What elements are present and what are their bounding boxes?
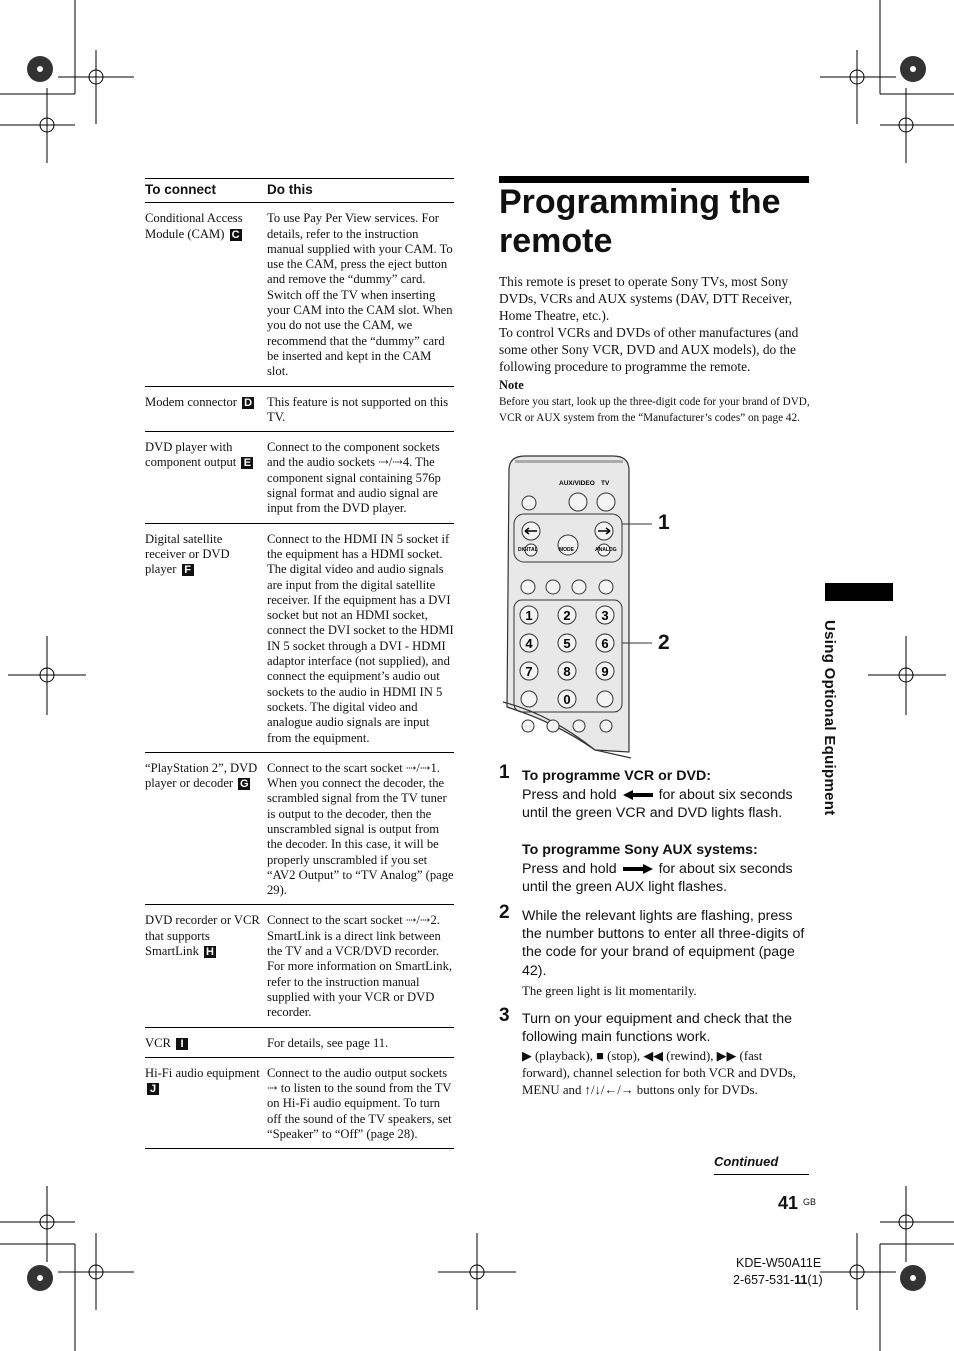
table-header-row — [145, 179, 454, 203]
table-cell-do: For details, see page 11. — [267, 1027, 454, 1057]
connect-label: VCR — [145, 1035, 171, 1050]
code-prefix: 2-657-531- — [733, 1273, 795, 1287]
continued-rule — [714, 1174, 809, 1175]
connect-label: DVD recorder or VCR that supports SmartLink — [145, 913, 260, 959]
connect-label: Digital satellite receiver or DVD player — [145, 531, 230, 577]
table-row — [145, 1027, 454, 1057]
table-cell-do: Connect to the audio output sockets ⇢ to listen to the sound from the TV on Hi-Fi audio equipment. To turn off the sound of the TV speakers, set “Speaker” to “Off” (page 28). — [267, 1057, 454, 1148]
step-1-press-hold: Press and hold — [522, 787, 617, 803]
table-row — [145, 752, 454, 905]
digit-0: 0 — [563, 692, 571, 707]
digit-2: 2 — [563, 608, 571, 623]
table-cell-connect — [145, 905, 267, 1027]
connect-label: “PlayStation 2”, DVD player or decoder — [145, 760, 258, 791]
digit-1: 1 — [525, 608, 533, 623]
table-cell-connect — [145, 1027, 267, 1057]
remote-aux-video-label: AUX/VIDEO — [559, 480, 595, 487]
arrow-left-icon — [621, 789, 655, 801]
document-code — [733, 1273, 823, 1287]
letter-badge: J — [147, 1083, 159, 1095]
header-to-connect: To connect — [145, 179, 267, 203]
step-3-number: 3 — [499, 1005, 510, 1026]
table-cell-do: Connect to the HDMI IN 5 socket if the equipment has a HDMI socket. The digital video and audio signals are input from the digital satellite receiver. If the equipment has a DVI socket but not an HDMI socket, connect the DVI socket to the HDMI IN 5 socket through a DVI - HDMI adaptor interface (not supplied), and connect the equipment’s audio out sockets to the audio in HDMI IN 5 sockets. The digital video and analogue audio signals are input from the equipment. — [267, 523, 454, 752]
continued-label: Continued — [714, 1154, 779, 1169]
digit-3: 3 — [601, 608, 609, 623]
note-heading: Note — [499, 378, 524, 392]
table-cell-connect — [145, 752, 267, 905]
step-3-subtext: ▶ (playback), ■ (stop), ◀◀ (rewind), ▶▶ (fast forward), channel selection for both VCR and DVDs, MENU and ↑/↓/←/→ buttons only for DVDs. — [522, 1049, 796, 1097]
remote-mode-label: MODE — [559, 547, 574, 553]
page-title: Programming the remote — [499, 183, 781, 260]
callout-1: 1 — [658, 511, 670, 534]
step-1-heading-aux — [522, 841, 812, 859]
table-cell-connect — [145, 432, 267, 523]
header-do-this: Do this — [267, 179, 454, 203]
step-1-number: 1 — [499, 762, 510, 783]
section-tab — [825, 583, 893, 601]
step-1-body-aux-text: for about six seconds until the green AUX light flashes. — [522, 861, 793, 896]
section-side-label: Using Optional Equipment — [821, 620, 838, 816]
letter-badge: C — [230, 229, 242, 241]
remote-tv-label: TV — [601, 480, 610, 487]
table-row — [145, 386, 454, 432]
letter-badge: E — [241, 457, 253, 469]
connect-label: Modem connector — [145, 394, 237, 409]
digit-9: 9 — [601, 664, 609, 679]
table-cell-do: This feature is not supported on this TV. — [267, 386, 454, 432]
letter-badge: H — [204, 946, 216, 958]
page-number: 41 — [778, 1193, 799, 1213]
table-row — [145, 1057, 454, 1148]
note-text: Before you start, look up the three-digit code for your brand of DVD, VCR or AUX system from the “Manufacturer’s codes” on page 42. — [499, 396, 810, 424]
digit-7: 7 — [525, 664, 533, 679]
table-cell-connect — [145, 1057, 267, 1148]
table-row — [145, 905, 454, 1027]
arrow-right-icon — [621, 863, 655, 875]
step-1-heading-text: To programme VCR or DVD: — [522, 768, 711, 784]
table-cell-do: Connect to the scart socket ⇢/⇢1. When you connect the decoder, the scrambled signal from the TV tuner is output to the decoder, then the unscrambled signal is output from the decoder. In this case, it will be properly unscrambled if you set “AV2 Output” to “TV Analog” (page 29). — [267, 752, 454, 905]
table-row — [145, 432, 454, 523]
digit-6: 6 — [601, 636, 609, 651]
title-rule — [499, 176, 809, 183]
letter-badge: G — [239, 778, 249, 791]
connect-label: Conditional Access Module (CAM) — [145, 211, 243, 241]
letter-badge: I — [176, 1038, 188, 1050]
callout-2: 2 — [658, 631, 670, 654]
step-3-text: Turn on your equipment and check that the following main functions work. — [522, 1011, 792, 1046]
step-1-press-hold-aux: Press and hold — [522, 861, 617, 877]
digit-5: 5 — [563, 636, 571, 651]
remote-analog-label: ANALOG — [595, 547, 617, 553]
step-2-text: While the relevant lights are flashing, press the number buttons to enter all three-digits of the code for your brand of equipment (page 42). — [522, 908, 805, 979]
table-cell-do: Connect to the component sockets and the audio sockets ⇢/⇢4. The component signal containing 576p signal format and audio signal are input from the DVD player. — [267, 432, 454, 523]
connect-label: Hi-Fi audio equipment — [145, 1065, 260, 1080]
intro-paragraph-2: To control VCRs and DVDs of other manufactures (and some other Sony VCR, DVD and AUX models), do the following procedure to programme the remote. — [499, 325, 799, 374]
table-cell-do: Connect to the scart socket ⇢/⇢2. SmartLink is a direct link between the TV and a VCR/DVD recorder. For more information on SmartLink, refer to the instruction manual supplied with your VCR or DVD recorder. — [267, 905, 454, 1027]
step-1-body-vcr — [522, 786, 812, 822]
code-suffix: (1) — [807, 1273, 823, 1287]
step-1-heading2-text: To programme Sony AUX systems: — [522, 842, 758, 858]
remote-illustration — [495, 452, 685, 762]
digit-8: 8 — [563, 664, 571, 679]
intro-paragraph-1: This remote is preset to operate Sony TVs, most Sony DVDs, VCRs and AUX systems (DAV, DTT Receiver, Home Theatre, etc.). — [499, 274, 793, 323]
code-bold: 11 — [794, 1273, 808, 1287]
table-row — [145, 203, 454, 386]
connection-table — [145, 178, 454, 1149]
step-1-heading-vcr — [522, 767, 812, 785]
table-cell-connect — [145, 523, 267, 752]
table-cell-connect — [145, 386, 267, 432]
step-1-body-aux — [522, 860, 812, 896]
step-2-subtext: The green light is lit momentarily. — [522, 984, 697, 998]
remote-digital-label: DIGITAL — [518, 547, 538, 553]
connect-label: DVD player with component output — [145, 440, 237, 470]
table-cell-do: To use Pay Per View services. For details, refer to the instruction manual supplied with your CAM. To use the CAM, press the eject button and remove the “dummy” card. Switch off the TV when inserting your CAM into the CAM slot. When you do not use the CAM, we recommend that the “dummy” card be inserted and kept in the CAM slot. — [267, 203, 454, 386]
table-cell-connect — [145, 203, 267, 386]
model-number: KDE-W50A11E — [736, 1256, 822, 1270]
letter-badge: F — [182, 564, 194, 576]
step-1-body-text: for about six seconds until the green VCR and DVD lights flash. — [522, 787, 793, 822]
step-2-number: 2 — [499, 902, 510, 923]
table-row — [145, 523, 454, 752]
digit-4: 4 — [525, 636, 533, 651]
letter-badge: D — [242, 397, 254, 409]
page-suffix: GB — [803, 1197, 817, 1207]
